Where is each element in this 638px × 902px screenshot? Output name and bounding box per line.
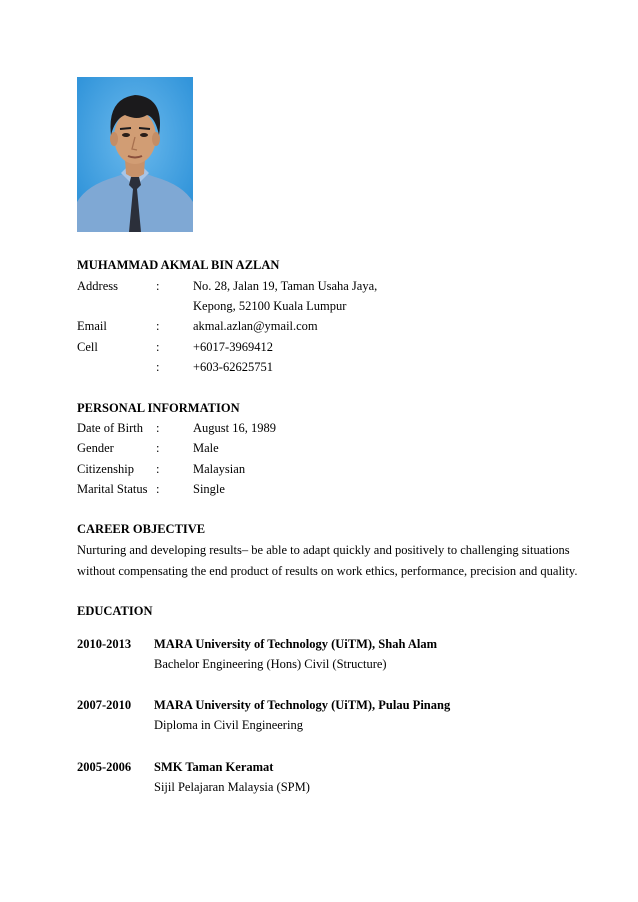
cell-colon-2: : <box>156 360 160 374</box>
education-school: SMK Taman Keramat <box>154 760 274 774</box>
email-colon: : <box>156 319 160 333</box>
email-value: akmal.azlan@ymail.com <box>193 319 318 333</box>
education-qualification: Diploma in Civil Engineering <box>154 718 303 732</box>
marital-status-label: Marital Status <box>77 482 148 496</box>
address-label: Address <box>77 279 118 293</box>
gender-label: Gender <box>77 441 114 455</box>
cell-colon-1: : <box>156 340 160 354</box>
education-qualification: Bachelor Engineering (Hons) Civil (Structure) <box>154 657 387 671</box>
applicant-name: MUHAMMAD AKMAL BIN AZLAN <box>77 258 280 272</box>
marital-status-colon: : <box>156 482 160 496</box>
address-colon: : <box>156 279 160 293</box>
education-qualification: Sijil Pelajaran Malaysia (SPM) <box>154 780 310 794</box>
citizenship-label: Citizenship <box>77 462 134 476</box>
marital-status-value: Single <box>193 482 225 496</box>
dob-colon: : <box>156 421 160 435</box>
education-school: MARA University of Technology (UiTM), Pulau Pinang <box>154 698 451 712</box>
career-objective-heading: CAREER OBJECTIVE <box>77 522 206 536</box>
email-label: Email <box>77 319 107 333</box>
cell-label: Cell <box>77 340 98 354</box>
citizenship-colon: : <box>156 462 160 476</box>
education-years: 2007-2010 <box>77 698 132 712</box>
gender-value: Male <box>193 441 219 455</box>
dob-value: August 16, 1989 <box>193 421 276 435</box>
gender-colon: : <box>156 441 160 455</box>
education-school: MARA University of Technology (UiTM), Shah Alam <box>154 637 438 651</box>
dob-label: Date of Birth <box>77 421 143 435</box>
citizenship-value: Malaysian <box>193 462 246 476</box>
cell-value-2: +603-62625751 <box>193 360 273 374</box>
address-line-2: Kepong, 52100 Kuala Lumpur <box>193 299 347 313</box>
personal-info-heading: PERSONAL INFORMATION <box>77 401 240 415</box>
education-years: 2005-2006 <box>77 760 132 774</box>
education-heading: EDUCATION <box>77 604 153 618</box>
address-line-1: No. 28, Jalan 19, Taman Usaha Jaya, <box>193 279 378 293</box>
education-years: 2010-2013 <box>77 637 132 651</box>
objective-line-2: without compensating the end product of results on work ethics, performance, precision and quality. <box>77 564 578 578</box>
cell-value-1: +6017-3969412 <box>193 340 273 354</box>
objective-line-1: Nurturing and developing results– be able to adapt quickly and positively to challenging situations <box>77 543 570 557</box>
profile-photo-image <box>77 77 193 232</box>
profile-photo <box>77 77 193 232</box>
